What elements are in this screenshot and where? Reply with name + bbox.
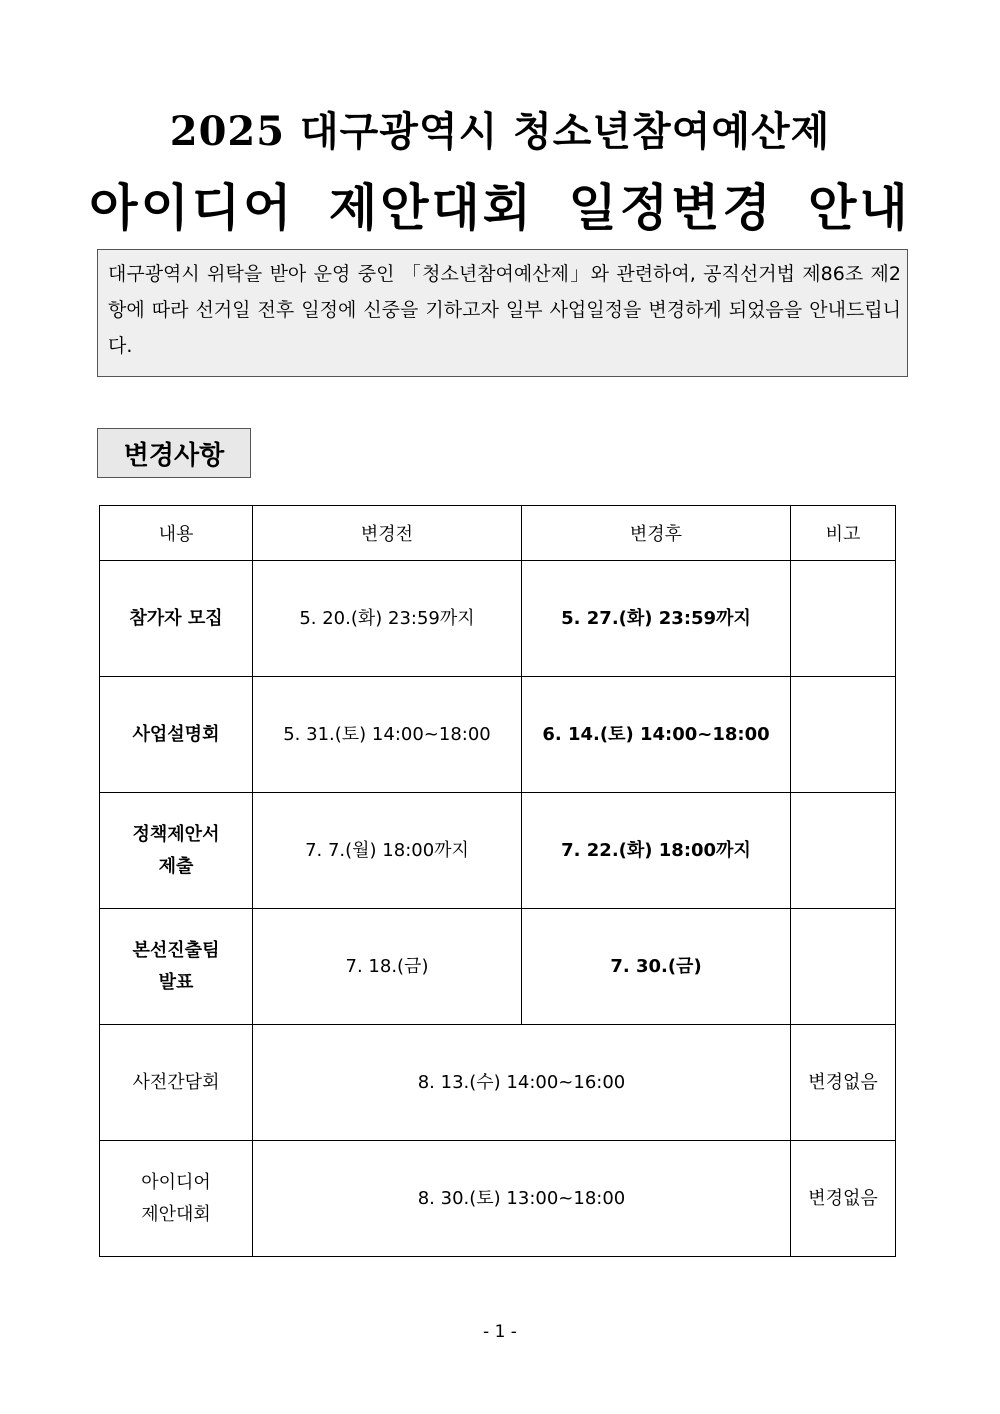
row-content-line2: 제출 xyxy=(158,855,194,877)
page-number: - 1 - xyxy=(483,1322,517,1342)
row-schedule: 8. 13.(수) 14:00~16:00 xyxy=(253,1025,791,1141)
row-after: 6. 14.(토) 14:00~18:00 xyxy=(522,677,791,793)
row-before: 7. 18.(금) xyxy=(253,909,522,1025)
table-row xyxy=(100,1025,896,1141)
row-content xyxy=(100,1141,253,1257)
title-line-1: 2025 대구광역시 청소년참여예산제 xyxy=(169,108,831,155)
row-after: 7. 22.(화) 18:00까지 xyxy=(522,793,791,909)
table-row xyxy=(100,909,896,1025)
table-row xyxy=(100,677,896,793)
row-content xyxy=(100,793,253,909)
row-before: 5. 31.(토) 14:00~18:00 xyxy=(253,677,522,793)
row-note xyxy=(791,561,896,677)
row-content-line1: 본선진출팀 xyxy=(132,939,220,961)
table-row xyxy=(100,793,896,909)
row-note: 변경없음 xyxy=(791,1025,896,1141)
table-row xyxy=(100,561,896,677)
header-before: 변경전 xyxy=(253,506,522,561)
row-content: 사전간담회 xyxy=(100,1025,253,1141)
row-note: 변경없음 xyxy=(791,1141,896,1257)
row-note xyxy=(791,677,896,793)
row-content-line1: 정책제안서 xyxy=(132,823,220,845)
section-title: 변경사항 xyxy=(97,428,251,478)
row-content-line1: 아이디어 xyxy=(141,1171,211,1193)
row-after: 5. 27.(화) 23:59까지 xyxy=(522,561,791,677)
row-before: 7. 7.(월) 18:00까지 xyxy=(253,793,522,909)
notice-text: 대구광역시 위탁을 받아 운영 중인 「청소년참여예산제」와 관련하여, 공직선거법 제86조 제2항에 따라 선거일 전후 일정에 신중을 기하고자 일부 사업일정을 변경하게 되었음을 안내드립니다. xyxy=(108,263,901,357)
row-note xyxy=(791,909,896,1025)
row-schedule: 8. 30.(토) 13:00~18:00 xyxy=(253,1141,791,1257)
header-content: 내용 xyxy=(100,506,253,561)
title-line-2: 아이디어 제안대회 일정변경 안내 xyxy=(89,179,911,237)
table-row xyxy=(100,1141,896,1257)
row-before: 5. 20.(화) 23:59까지 xyxy=(253,561,522,677)
notice-box xyxy=(97,249,908,377)
schedule-table xyxy=(99,505,896,1257)
row-content xyxy=(100,909,253,1025)
row-content-line2: 발표 xyxy=(158,971,194,993)
row-content-line2: 제안대회 xyxy=(141,1203,211,1225)
row-note xyxy=(791,793,896,909)
header-after: 변경후 xyxy=(522,506,791,561)
row-after: 7. 30.(금) xyxy=(522,909,791,1025)
table-header-row xyxy=(100,506,896,561)
row-content: 사업설명회 xyxy=(100,677,253,793)
row-content: 참가자 모집 xyxy=(100,561,253,677)
header-note: 비고 xyxy=(791,506,896,561)
